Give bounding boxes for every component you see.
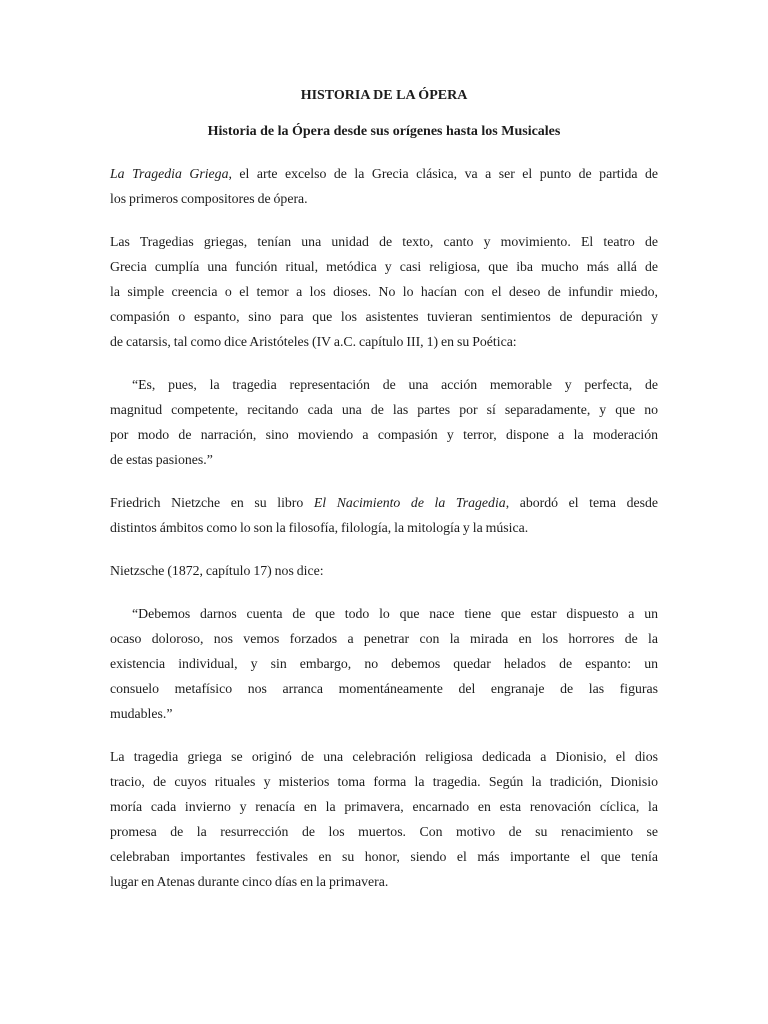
text-segment: Nietzsche (1872, capítulo 17) nos dice: [110,563,324,578]
text-line [110,819,658,844]
text-line [110,844,658,869]
text-line [110,304,658,329]
text-line [110,744,658,769]
text-segment: , abordó el tema desde [505,495,658,510]
text-line [110,186,658,211]
italic-text: El Nacimiento de la Tragedia [313,495,506,510]
text-line [110,651,658,676]
text-segment: Las Tragedias griegas, tenían una unidad de texto, canto y movimiento. El teatro de [110,234,658,249]
text-line [110,161,658,186]
text-segment: de catarsis, tal como dice Aristóteles (IV a.C. capítulo III, 1) en su Poética: [110,334,517,349]
text-line [110,701,658,726]
block-quote [110,372,658,472]
text-line [110,229,658,254]
text-line [110,515,658,540]
text-line [110,490,658,515]
text-line [110,254,658,279]
text-segment: mudables.” [110,706,173,721]
text-segment: Friedrich Nietzche en su libro [110,495,314,510]
text-line [110,372,658,397]
text-line [110,397,658,422]
page-title: HISTORIA DE LA ÓPERA [300,88,468,103]
text-segment: “Debemos darnos cuenta de que todo lo que nace tiene que estar dispuesto a un [132,606,658,621]
paragraph [110,490,658,540]
text-line [110,626,658,651]
text-line [110,601,658,626]
text-segment: magnitud competente, recitando cada una de las partes por sí separadamente, y que no [110,402,658,417]
document-body [110,161,658,894]
text-segment: lugar en Atenas durante cinco días en la primavera. [110,874,389,889]
text-segment: Grecia cumplía una función ritual, metódica y casi religiosa, que iba mucho más allá de [110,259,658,274]
text-segment: tracio, de cuyos rituales y misterios toma forma la tragedia. Según la tradición, Dionisio [110,774,658,789]
text-line [110,676,658,701]
page-subtitle: Historia de la Ópera desde sus orígenes hasta los Musicales [207,124,561,139]
text-segment: compasión o espanto, sino para que los asistentes tuvieran sentimientos de depuración y [110,309,658,324]
text-segment: la simple creencia o el temor a los dioses. No lo hacían con el deseo de infundir miedo, [110,284,658,299]
text-segment: distintos ámbitos como lo son la filosofía, filología, la mitología y la música. [110,520,529,535]
text-segment: moría cada invierno y renacía en la primavera, encarnado en esta renovación cíclica, la [110,799,658,814]
text-segment: los primeros compositores de ópera. [110,191,308,206]
text-line [110,447,658,472]
text-segment: , el arte excelso de la Grecia clásica, va a ser el punto de partida de [228,166,658,181]
text-segment: La tragedia griega se originó de una celebración religiosa dedicada a Dionisio, el dios [110,749,658,764]
paragraph [110,229,658,354]
text-line [110,558,658,583]
text-segment: “Es, pues, la tragedia representación de una acción memorable y perfecta, de [132,377,658,392]
text-line [110,329,658,354]
text-line [110,794,658,819]
text-segment: consuelo metafísico nos arranca momentáneamente del engranaje de las figuras [110,681,658,696]
text-line [110,422,658,447]
text-segment: ocaso doloroso, nos vemos forzados a penetrar con la mirada en los horrores de la [110,631,658,646]
italic-text: La Tragedia Griega [110,166,229,181]
paragraph [110,744,658,894]
text-line [110,869,658,894]
block-quote [110,601,658,726]
paragraph [110,161,658,211]
text-line [110,769,658,794]
text-segment: promesa de la resurrección de los muertos. Con motivo de su renacimiento se [110,824,658,839]
text-line [110,279,658,304]
text-segment: celebraban importantes festivales en su honor, siendo el más importante el que tenía [110,849,658,864]
text-segment: existencia individual, y sin embargo, no debemos quedar helados de espanto: un [110,656,658,671]
paragraph [110,558,658,583]
text-segment: de estas pasiones.” [110,452,213,467]
text-segment: por modo de narración, sino moviendo a compasión y terror, dispone a la moderación [110,427,658,442]
